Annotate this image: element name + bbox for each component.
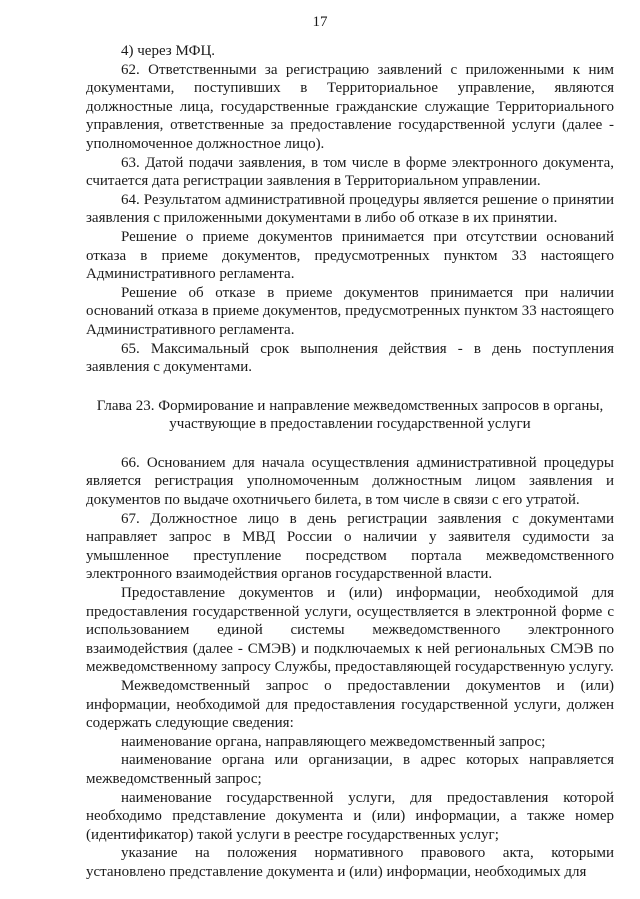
paragraph: наименование органа, направляющего межведомственный запрос; bbox=[121, 733, 546, 750]
paragraph: 64. Результатом административной процедуры является решение о принятии заявления с приложенными документами в либо об отказе в их принятии. bbox=[86, 191, 614, 227]
chapter-heading bbox=[86, 397, 614, 434]
paragraph: указание на положения нормативного правового акта, которыми установлено представление документа и (или) информации, необходимых для bbox=[86, 845, 614, 880]
paragraph: 67. Должностное лицо в день регистрации заявления с документами направляет запрос в МВД России о наличии у заявителя судимости за умышленное преступление посредством портала межведомственного электронного взаимодействия органов государственной власти. bbox=[86, 510, 614, 583]
page-number: 17 bbox=[312, 14, 328, 30]
paragraph: Решение о приеме документов принимается при отсутствии оснований отказа в приеме документов, предусмотренных пунктом 33 настоящего Административного регламента. bbox=[86, 228, 614, 283]
paragraph: Решение об отказе в приеме документов принимается при наличии оснований отказа в приеме документов, предусмотренных пунктом 33 настоящего Административного регламента. bbox=[86, 284, 614, 338]
paragraph: 62. Ответственными за регистрацию заявлений с приложенными к ним документами, поступивших в Территориальное управление, являются должностные лица, государственные гражданские служащие Территориального управления, ответственные за предоставление государственной услуги (далее - уполномоченное должностное лицо). bbox=[86, 61, 614, 152]
paragraph: наименование государственной услуги, для предоставления которой необходимо представление документа и (или) информации, а также номер (идентификатор) такой услуги в реестре государственных услуг; bbox=[86, 789, 614, 843]
paragraph: Предоставление документов и (или) информации, необходимой для предоставления государственной услуги, осуществляется в электронной форме с использованием единой системы межведомственного электронного взаимодействия (далее - СМЭВ) и подключаемых к ней региональных СМЭВ по межведомственному запросу Службы, предоставляющей государственную услугу. bbox=[86, 585, 614, 676]
document-body bbox=[86, 42, 614, 882]
chapter-heading-line-1: Глава 23. Формирование и направление межведомственных запросов в органы, bbox=[96, 397, 604, 414]
paragraph: 66. Основанием для начала осуществления административной процедуры является регистрация уполномоченным должностным лицом заявления и документов по выдаче охотничьего билета, в том числе в связи с его утратой. bbox=[86, 454, 614, 509]
paragraph: Межведомственный запрос о предоставлении документов и (или) информации, необходимой для предоставления государственной услуги, должен содержать следующие сведения: bbox=[86, 678, 614, 732]
paragraph: наименование органа или организации, в адрес которых направляется межведомственный запрос; bbox=[86, 752, 614, 787]
paragraph: 4) через МФЦ. bbox=[121, 43, 216, 59]
paragraph: 63. Датой подачи заявления, в том числе в форме электронного документа, считается дата регистрации заявления в Территориальном управлении. bbox=[86, 154, 614, 190]
paragraph: 65. Максимальный срок выполнения действия - в день поступления заявления с документами. bbox=[86, 340, 614, 376]
chapter-heading-line-2: участвующие в предоставлении государственной услуги bbox=[169, 416, 531, 433]
